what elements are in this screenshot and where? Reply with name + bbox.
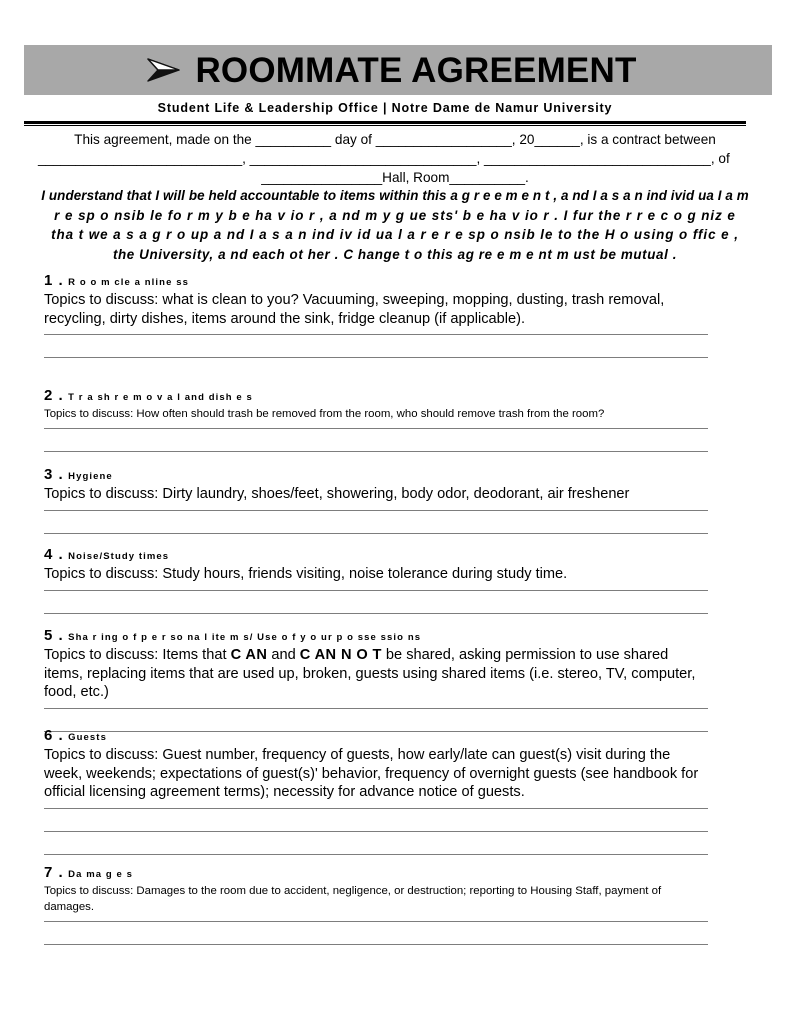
section-heading bbox=[44, 546, 708, 564]
document-header bbox=[24, 45, 772, 126]
agreement-section bbox=[44, 387, 708, 452]
agreement-section bbox=[44, 864, 708, 945]
pledge-line-4: the University, a nd each ot her . C hange t o this ag re e m e nt m ust be mutual . bbox=[112, 246, 678, 262]
section-number: 7 . bbox=[44, 864, 64, 881]
document-subtitle: Student Life & Leadership Office | Notre Dame de Namur University bbox=[157, 100, 613, 115]
section-heading bbox=[44, 272, 708, 290]
write-in-rules bbox=[44, 510, 708, 534]
agreement-section bbox=[44, 466, 708, 534]
section-number: 4 . bbox=[44, 546, 64, 563]
write-in-line[interactable] bbox=[44, 831, 708, 832]
section-body-text: Topics to discuss: Study hours, friends visiting, noise tolerance during study time. bbox=[44, 566, 568, 582]
header-rule-thick bbox=[24, 121, 746, 124]
subtitle-row bbox=[24, 95, 772, 120]
write-in-line[interactable] bbox=[44, 613, 708, 614]
section-heading bbox=[44, 387, 708, 405]
section-body-text: and bbox=[267, 647, 300, 663]
pledge-line-2: r e sp o nsib le fo r m y b e ha v io r , a nd m y g ue sts' b e ha v io r . I fur the r r e c o g niz e bbox=[54, 207, 736, 223]
write-in-rules bbox=[44, 428, 708, 452]
section-body-text: Topics to discuss: Damages to the room due to accident, negligence, or destruction; reporting to Housing Staff, payment of damages. bbox=[44, 885, 662, 913]
section-heading bbox=[44, 727, 708, 745]
arrowhead-right-icon bbox=[147, 57, 181, 83]
section-body-text: Topics to discuss: Items that bbox=[44, 647, 231, 663]
section-body bbox=[44, 485, 708, 504]
section-number: 3 . bbox=[44, 466, 64, 483]
write-in-rules bbox=[44, 808, 708, 855]
write-in-line[interactable] bbox=[44, 510, 708, 511]
agreement-intro bbox=[38, 130, 752, 187]
write-in-line[interactable] bbox=[44, 808, 708, 809]
section-number: 5 . bbox=[44, 627, 64, 644]
section-title: R o o m cle a nline ss bbox=[68, 277, 189, 288]
section-title: Da ma g e s bbox=[68, 869, 134, 880]
section-body-text: Topics to discuss: Dirty laundry, shoes/feet, showering, body odor, deodorant, air freshener bbox=[44, 486, 630, 502]
write-in-line[interactable] bbox=[44, 708, 708, 709]
agreement-section bbox=[44, 272, 708, 358]
section-body bbox=[44, 291, 708, 328]
header-rule-thin bbox=[24, 125, 746, 126]
section-body-text: be shared, asking permission to use shared items, replacing items that are used up, broken, guests using shared items (i.e. stereo, TV, computer, food, etc.) bbox=[44, 647, 696, 701]
section-title: T r a sh r e m o v a l and dish e s bbox=[68, 392, 253, 403]
write-in-line[interactable] bbox=[44, 533, 708, 534]
section-body-text: Topics to discuss: How often should trash be removed from the room, who should remove trash from the room? bbox=[44, 408, 605, 420]
section-body bbox=[44, 565, 708, 584]
section-heading bbox=[44, 864, 708, 882]
title-band bbox=[24, 45, 772, 95]
intro-line-3: ________________Hall, Room__________. bbox=[261, 170, 529, 185]
section-title: Noise/Study times bbox=[68, 551, 170, 562]
section-body bbox=[44, 646, 708, 702]
section-title: Hygiene bbox=[68, 471, 113, 482]
section-title: Guests bbox=[68, 732, 107, 743]
pledge-line-3: tha t we a s a g r o up a nd I a s a n ind iv id ua l a r e r e sp o nsib le to the H o using o ffic e , bbox=[51, 227, 739, 242]
intro-line-1: This agreement, made on the __________ day of __________________, 20______, is a contract between bbox=[74, 132, 716, 147]
agreement-section bbox=[44, 727, 708, 855]
write-in-line[interactable] bbox=[44, 944, 708, 945]
section-body-emphasis: C AN N O T bbox=[299, 647, 382, 663]
section-body bbox=[44, 883, 708, 915]
write-in-line[interactable] bbox=[44, 590, 708, 591]
section-number: 1 . bbox=[44, 272, 64, 289]
page-title: ROOMMATE AGREEMENT bbox=[195, 50, 637, 90]
write-in-line[interactable] bbox=[44, 334, 708, 335]
write-in-rules bbox=[44, 590, 708, 614]
write-in-line[interactable] bbox=[44, 451, 708, 452]
intro-line-2: ___________________________, ______________________________, ______________________________, of bbox=[38, 151, 730, 166]
section-body-text: Topics to discuss: what is clean to you? Vacuuming, sweeping, mopping, dusting, trash removal, recycling, dirty dishes, items around the sink, fridge cleanup (if applicable). bbox=[44, 292, 665, 327]
section-title: Sha r ing o f p e r so na l ite m s/ Use o f y o ur p o sse ssio ns bbox=[68, 632, 422, 643]
write-in-line[interactable] bbox=[44, 921, 708, 922]
section-body bbox=[44, 746, 708, 802]
section-body-emphasis: C AN bbox=[230, 647, 268, 663]
section-heading bbox=[44, 627, 708, 645]
write-in-line[interactable] bbox=[44, 854, 708, 855]
section-heading bbox=[44, 466, 708, 484]
accountability-pledge bbox=[38, 186, 752, 264]
section-body-text: Topics to discuss: Guest number, frequency of guests, how early/late can guest(s) visit during the week, weekends; expectations of guest(s)' behavior, frequency of overnight guests (see handbook for official licensing agreement terms); necessity for advance notice of guests. bbox=[44, 747, 699, 801]
write-in-rules bbox=[44, 921, 708, 945]
write-in-line[interactable] bbox=[44, 357, 708, 358]
section-number: 6 . bbox=[44, 727, 64, 744]
section-body bbox=[44, 406, 708, 422]
write-in-rules bbox=[44, 334, 708, 358]
agreement-section bbox=[44, 546, 708, 614]
write-in-line[interactable] bbox=[44, 428, 708, 429]
agreement-section bbox=[44, 627, 708, 732]
pledge-line-1: I understand that I will be held accountable to items within this a g r e e m e n t , a nd I a s a n ind ivid ua I a m bbox=[41, 188, 749, 203]
section-number: 2 . bbox=[44, 387, 64, 404]
